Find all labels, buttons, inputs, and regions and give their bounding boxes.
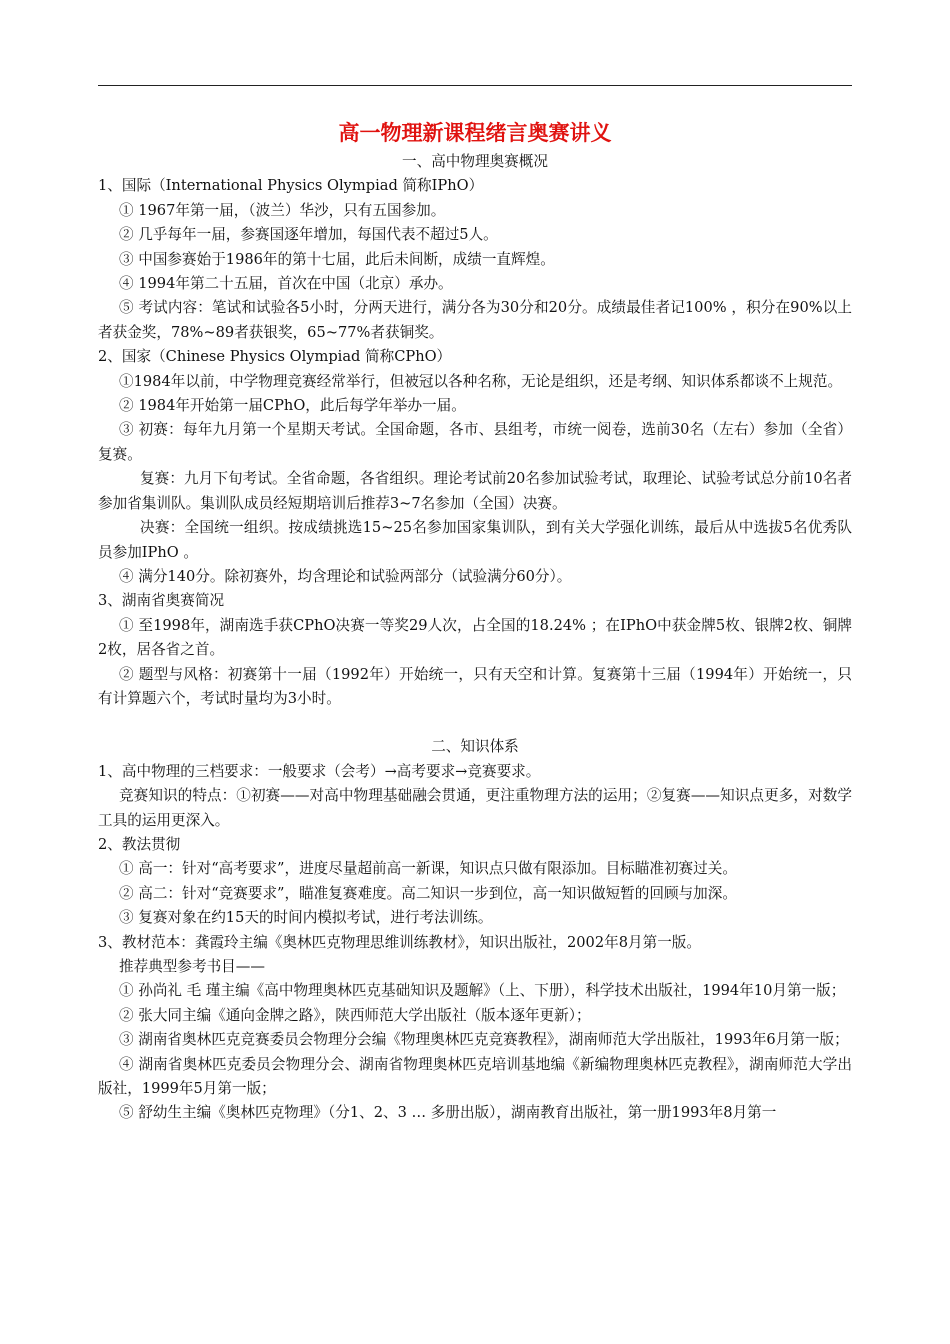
method-item: ① 高一：针对“高考要求”，进度尽量超前高一新课，知识点只做有限添加。目标瞄准初赛过关。 bbox=[119, 860, 737, 878]
national-sub-item: 复赛：九月下旬考试。全省命题，各省组织。理论考试前20名参加试验考试，取理论、试验考试总分前10名者参加省集训队。集训队成员经短期培训后推荐3~7名参加（全国）决赛。 bbox=[98, 470, 852, 512]
method-heading: 2、教法贯彻 bbox=[98, 835, 181, 853]
references-heading: 推荐典型参考书目—— bbox=[119, 958, 265, 975]
textbook-heading: 3、教材范本：龚霞玲主编《奥林匹克物理思维训练教材》，知识出版社，2002年8月第一版。 bbox=[98, 933, 701, 951]
reference-item: ② 张大同主编《通向金牌之路》，陕西师范大学出版社（版本逐年更新）； bbox=[119, 1006, 591, 1024]
levels-heading: 1、高中物理的三档要求：一般要求（会考）→高考要求→竞赛要求。 bbox=[98, 762, 541, 780]
hunan-heading: 3、湖南省奥赛简况 bbox=[98, 592, 225, 610]
hunan-item: ② 题型与风格：初赛第十一届（1992年）开始统一，只有天空和计算。复赛第十三届（1994年）开始统一，只有计算题六个，考试时量均为3小时。 bbox=[98, 665, 852, 707]
features-paragraph: 竞赛知识的特点：①初赛——对高中物理基础融会贯通，更注重物理方法的运用；②复赛——知识点更多，对数学工具的运用更深入。 bbox=[98, 787, 852, 829]
reference-item: ④ 湖南省奥林匹克委员会物理分会、湖南省物理奥林匹克培训基地编《新编物理奥林匹克教程》，湖南师范大学出版社，1999年5月第一版； bbox=[98, 1055, 852, 1098]
national-item: ③ 初赛：每年九月第一个星期天考试。全国命题，各市、县组考，市统一阅卷，选前30名（左右）参加（全省）复赛。 bbox=[98, 421, 852, 463]
intl-item: ⑤ 考试内容：笔试和试验各5小时，分两天进行，满分各为30分和20分。成绩最佳者记100% ，积分在90%以上者获金奖，78%~89者获银奖，65~77%者获铜奖。 bbox=[98, 299, 852, 341]
document-title: 高一物理新课程绪言奥赛讲义 bbox=[338, 120, 612, 145]
reference-item: ⑤ 舒幼生主编《奥林匹克物理》（分1、2、3 … 多册出版），湖南教育出版社，第一册1993年8月第一 bbox=[119, 1104, 777, 1122]
header-rule bbox=[98, 85, 852, 86]
national-item: ④ 满分140分。除初赛外，均含理论和试验两部分（试验满分60分）。 bbox=[119, 567, 572, 585]
national-item: ①1984年以前，中学物理竞赛经常举行，但被冠以各种名称，无论是组织，还是考纲、知识体系都谈不上规范。 bbox=[119, 372, 843, 390]
section-heading-overview: 一、高中物理奥赛概况 bbox=[402, 153, 548, 170]
national-heading: 2、国家（Chinese Physics Olympiad 简称CPhO） bbox=[98, 348, 452, 366]
national-item: ② 1984年开始第一届CPhO，此后每学年举办一届。 bbox=[119, 397, 466, 415]
hunan-item: ① 至1998年，湖南选手获CPhO决赛一等奖29人次，占全国的18.24% ；在IPhO中获金牌5枚、银牌2枚、铜牌2枚，居各省之首。 bbox=[98, 616, 852, 659]
section-heading-knowledge: 二、知识体系 bbox=[431, 738, 519, 756]
intl-item: ④ 1994年第二十五届，首次在中国（北京）承办。 bbox=[119, 275, 453, 293]
intl-item: ③ 中国参赛始于1986年的第十七届，此后未间断，成绩一直辉煌。 bbox=[119, 250, 555, 268]
document-body bbox=[98, 118, 852, 1126]
intl-item: ① 1967年第一届，（波兰）华沙，只有五国参加。 bbox=[119, 201, 446, 219]
national-sub-item: 决赛：全国统一组织。按成绩挑选15~25名参加国家集训队，到有关大学强化训练，最后从中选拔5名优秀队员参加IPhO 。 bbox=[98, 519, 852, 561]
method-item: ② 高二：针对“竞赛要求”，瞄准复赛难度。高二知识一步到位，高一知识做短暂的回顾与加深。 bbox=[119, 884, 737, 902]
section-spacer bbox=[98, 711, 852, 735]
reference-item: ① 孙尚礼 毛 瑾主编《高中物理奥林匹克基础知识及题解》（上、下册），科学技术出版社，1994年10月第一版； bbox=[119, 982, 846, 1000]
method-item: ③ 复赛对象在约15天的时间内模拟考试，进行考法训练。 bbox=[119, 909, 493, 927]
reference-item: ③ 湖南省奥林匹克竞赛委员会物理分会编《物理奥林匹克竞赛教程》，湖南师范大学出版社，1993年6月第一版； bbox=[119, 1031, 849, 1049]
intl-heading: 1、国际（International Physics Olympiad 简称IPhO） bbox=[98, 177, 484, 195]
intl-item: ② 几乎每年一届，参赛国逐年增加，每国代表不超过5人。 bbox=[119, 226, 498, 244]
